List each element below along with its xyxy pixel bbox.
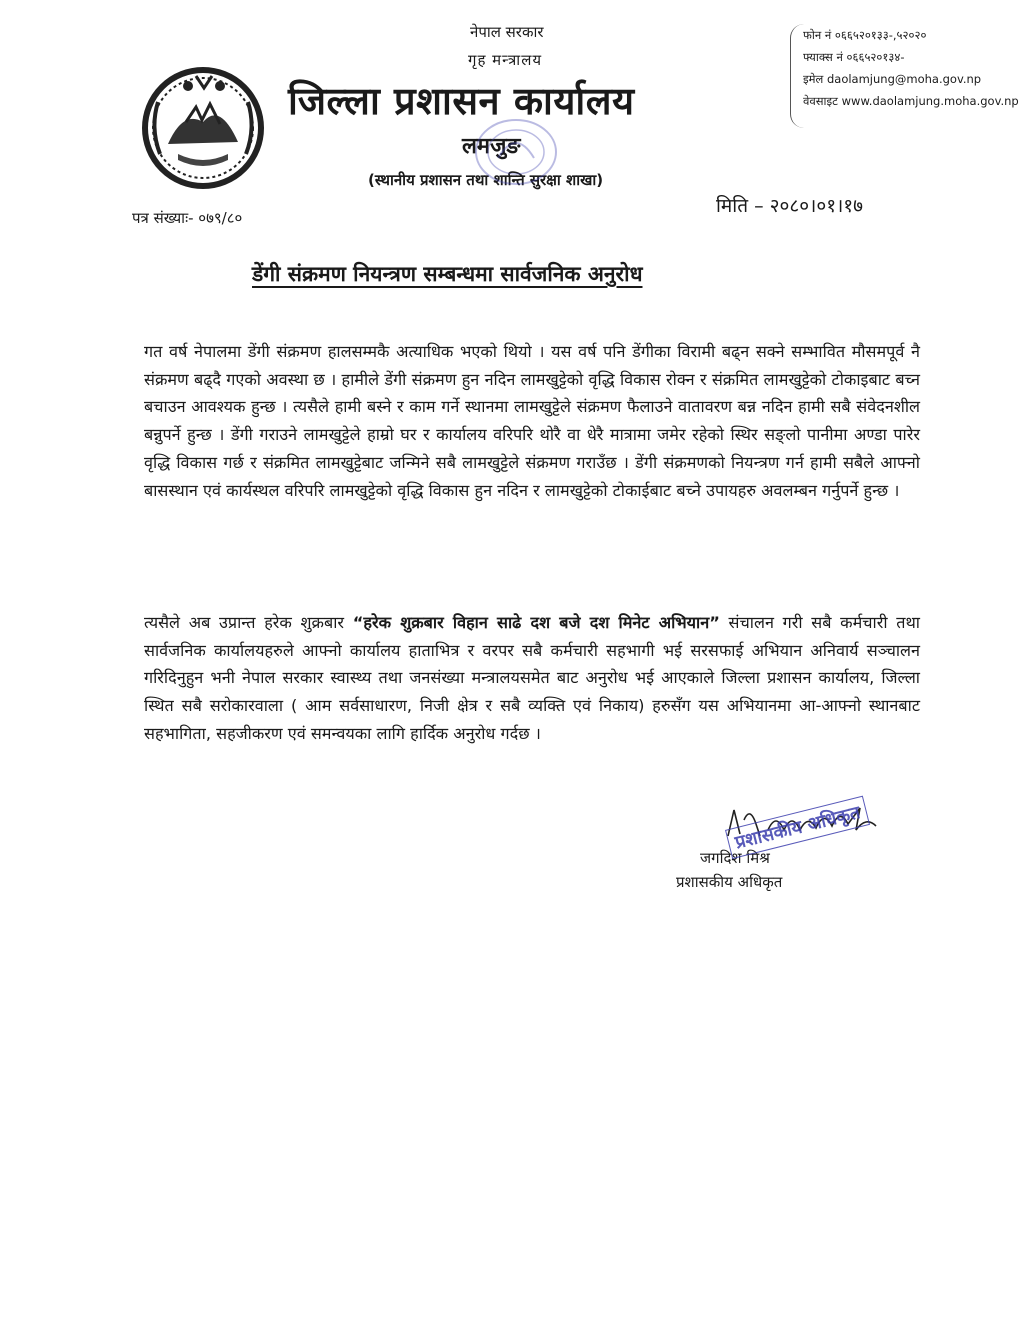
contact-email[interactable]: इमेल daolamjung@moha.gov.np: [803, 72, 982, 86]
letter-number: पत्र संख्याः- ०७९/८०: [132, 209, 243, 227]
contact-website[interactable]: वेवसाइट www.daolamjung.moha.gov.np: [803, 94, 1019, 108]
branch-name: (स्थानीय प्रशासन तथा शान्ति सुरक्षा शाखा): [368, 171, 604, 189]
letter-subject: डेंगी संक्रमण नियन्त्रण सम्बन्धमा सार्वजनिक अनुरोध: [252, 262, 643, 286]
body-paragraph-1: गत वर्ष नेपालमा डेंगी संक्रमण हालसम्मकै अत्याधिक भएको थियो । यस वर्ष पनि डेंगीका विरामी बढ्न सक्ने सम्भावित मौसमपूर्व नै संक्रमण बढ्दै गएको अवस्था छ । हामीले डेंगी संक्रमण हुन नदिन लामखुट्टेको वृद्धि विकास रोक्न र संक्रमित लामखुट्टेको टोकाइबाट बच्न बचाउन आवश्यक हुन्छ । त्यसैले हामी बस्ने र काम गर्ने स्थानमा लामखुट्टेले संक्रमण फैलाउने वातावरण बन्न नदिन हामी सबै संवेदनशील बन्नुपर्ने हुन्छ । डेंगी गराउने लामखुट्टेले हाम्रो घर र कार्यालय वरिपरि थोरै वा धेरै मात्रामा जमेर रहेको स्थिर सङ्लो पानीमा अण्डा पारेर वृद्धि विकास गर्छ र संक्रमित लामखुट्टेबाट जन्मिने सबै लामखुट्टेले संक्रमण गराउँछ । डेंगी संक्रमणको नियन्त्रण गर्न हामी सबैले आफ्नो बासस्थान एवं कार्यस्थल वरिपरि लामखुट्टेको वृद्धि विकास हुन नदिन र लामखुट्टेको टोकाईबाट बच्ने उपायहरु अवलम्बन गर्नुपर्ने हुन्छ ।: [144, 342, 920, 500]
para2-intro: त्यसैले अब उप्रान्त हरेक शुक्रबार: [144, 613, 353, 632]
district-name: लमजुङ: [462, 134, 521, 159]
faint-seal-icon: [460, 108, 572, 196]
signatory-name: जगदिश मिश्र: [700, 849, 770, 867]
letter-date: मिति – २०८०।०१।१७: [716, 195, 864, 217]
campaign-name: “हरेक शुक्रबार विहान साढे दश बजे दश मिनेट अभियान”: [352, 613, 720, 632]
signatory-title: प्रशासकीय अधिकृत: [676, 873, 783, 891]
para2-rest: संचालन गरी सबै कर्मचारी तथा सार्वजनिक कार्यालयहरुले आफ्नो कार्यालय हाताभित्र र वरपर सबै कर्मचारी सहभागी भई सरसफाई अभियान अनिवार्य सञ्चालन गरिदिनुहुन भनी नेपाल सरकार स्वास्थ्य तथा जनसंख्या मन्त्रालयसमेत बाट अनुरोध भई आएकाले जिल्ला प्रशासन कार्यालय, जिल्ला स्थित सबै सरोकारवाला ( आम सर्वसाधारण, निजी क्षेत्र र सबै व्यक्ति एवं निकाय) हरुसँग यस अभियानमा आ-आफ्नो स्थानबाट सहभागिता, सहजीकरण एवं समन्वयका लागि हार्दिक अनुरोध गर्दछ ।: [144, 613, 920, 743]
official-stamp: प्रशासकीय अधिकृत: [725, 796, 870, 859]
government-name: नेपाल सरकार: [470, 23, 544, 41]
office-title: जिल्ला प्रशासन कार्यालय: [288, 79, 635, 123]
contact-box: [790, 24, 1019, 128]
contact-fax: फ्याक्स नं ०६६५२०१३४-: [803, 50, 905, 64]
body-paragraph-2: [144, 609, 920, 748]
ministry-name: गृह मन्त्रालय: [468, 51, 543, 69]
contact-phone: फोन नं ०६६५२०१३३-,५२०२०: [803, 28, 927, 42]
nepal-emblem-icon: [138, 62, 268, 190]
